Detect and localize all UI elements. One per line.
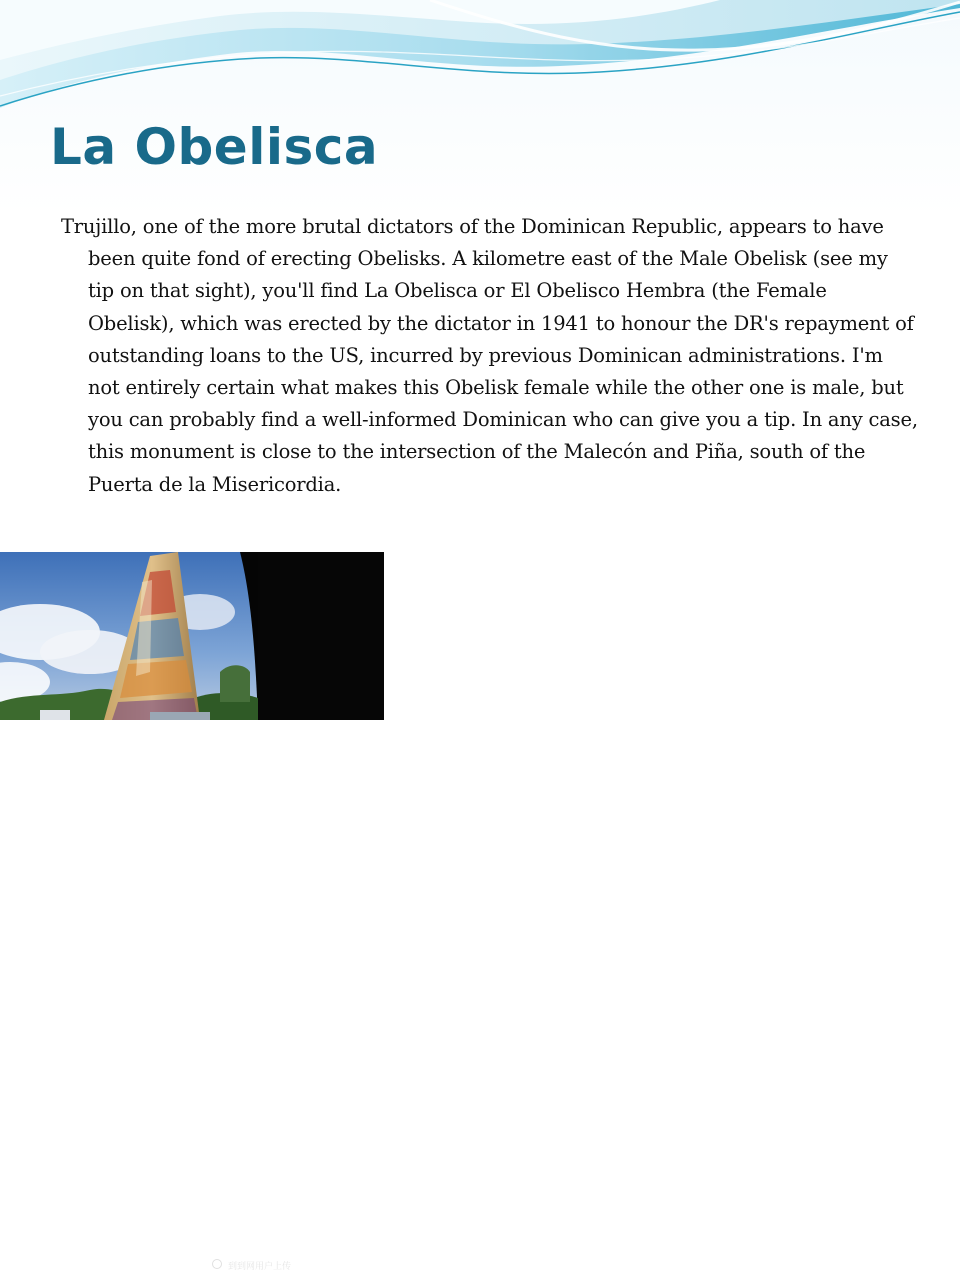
obelisk-photo	[0, 552, 384, 1272]
slide-title: La Obelisca	[50, 118, 379, 176]
obelisk-photo-image	[0, 552, 384, 720]
photo-watermark: 到到网用户上传	[228, 1262, 292, 1272]
watermark-logo-icon	[212, 1259, 222, 1269]
header-wave-decoration	[0, 0, 960, 120]
slide-body-text: Trujillo, one of the more brutal dictators of the Dominican Republic, appears to have been quite fond of erecting Obelisks. A kilometre east of the Male Obelisk (see my tip on that sight), you'll find La Obelisca or El Obelisco Hembra (the Female Obelisk), which was erected by the dictator in 1941 to honour the DR's repayment of outstanding loans to the US, incurred by previous Dominican administrations. I'm not entirely certain what makes this Obelisk female while the other one is male, but you can probably find a well-informed Dominican who can give you a tip. In any case, this monument is close to the intersection of the Malecón and Piña, south of the Puerta de la Misericordia.	[61, 215, 918, 496]
